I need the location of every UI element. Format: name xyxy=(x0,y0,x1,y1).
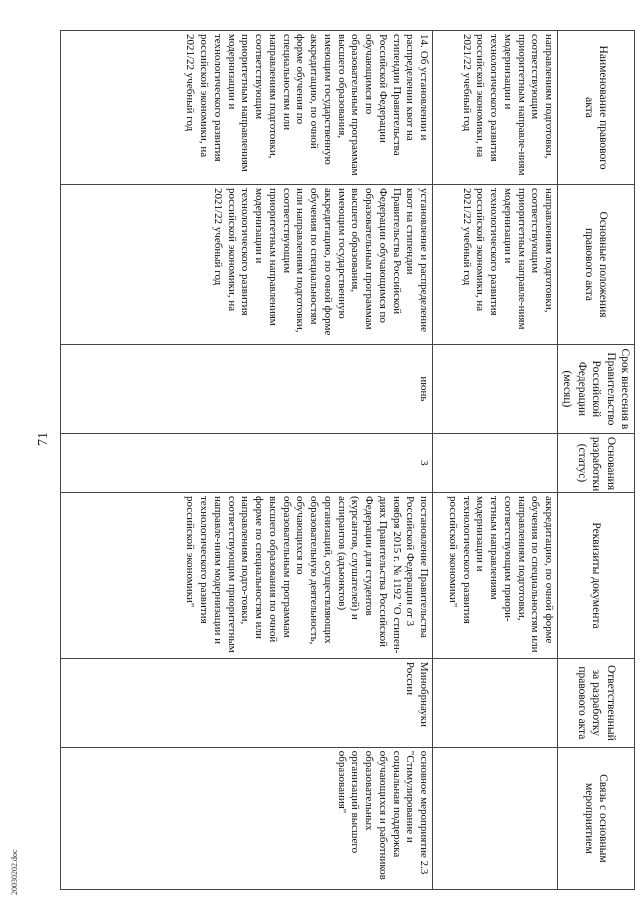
header-responsible: Ответственный за разработку правового акта xyxy=(558,658,635,747)
document-code: 20030202.doc xyxy=(10,849,19,895)
cell-deadline xyxy=(433,344,558,433)
cell-basis: 3 xyxy=(61,433,433,492)
cell-responsible: Минобрнауки России xyxy=(61,658,433,747)
cell-responsible xyxy=(433,658,558,747)
row-number: 14. xyxy=(418,34,431,48)
header-basis: Основания разработки (статус) xyxy=(558,433,635,492)
cell-link xyxy=(433,747,558,889)
cell-link: основное мероприятие 2.3 "Стимулирование и социальная поддержка обучающихся и работников образовательных организаций высшего образования" xyxy=(61,747,433,889)
header-deadline: Срок внесения в Правительство Российской Федерации (месяц) xyxy=(558,344,635,433)
header-requisites: Реквизиты документа xyxy=(558,493,635,659)
cell-requisites: аккредитацию, по очной форме обучения по специальностям или направлениям подготовки, соответствующим приори-тетным направлениям модернизации и технологического развития российской экономики" xyxy=(433,493,558,659)
header-link: Связь с основным мероприятием xyxy=(558,747,635,889)
table-row-14 xyxy=(61,31,433,890)
cell-provisions: установление и распределение квот на стипендии Правительства Российской Федерации обучающимся по образовательным программам высшего образования, имеющим государственную аккредитацию, по очной форме обучения по специальностям или направлениям подготовки, соответствующим приоритетным направлениям модернизации и технологического развития российской экономики, на 2021/22 учебный год xyxy=(61,185,433,345)
cell-deadline: июнь xyxy=(61,344,433,433)
header-provisions: Основные положения правового акта xyxy=(558,185,635,345)
cell-act-name xyxy=(61,31,433,185)
act-name-text: Об установлении и распределении квот на стипендии Правительства Российской Федерации обучающимся по образовательным программам высшего образования, имеющим государственную аккредитацию, по очной форме обучения по специальностям или направлениям подготовки, соответствующим приоритетным направлениям модернизации и технологического развития российской экономики, на 2021/22 учебный год xyxy=(184,34,431,176)
cell-provisions: направлениям подготовки, соответствующим приоритетным направле-ниям модернизации и технологического развития российской экономики, на 2021/22 учебный год xyxy=(433,185,558,345)
cell-requisites: постановление Правительства Российской Федерации от 3 ноября 2015 г. № 1192 "О стипен-диях Правительства Российской Федерации для студентов (курсантов, слушателей) и аспирантов (адъюнктов) организаций, осуществляющих образовательную деятельность, обучающихся по образовательным программам высшего образования по очной форме по специальностям или направлениям подго-товки, соответствующим приоритетным направле-ниям модернизации и технологического развития российской экономики" xyxy=(61,493,433,659)
table-header-row xyxy=(558,31,635,890)
table-row-continuation xyxy=(433,31,558,890)
cell-basis xyxy=(433,433,558,492)
cell-act-name: направлениям подготовки, соответствующим приоритетным направле-ниям модернизации и технологического развития российской экономики, на 2021/22 учебный год xyxy=(433,31,558,185)
header-act-name: Наименование правового акта xyxy=(558,31,635,185)
page-number: 71 xyxy=(36,432,51,446)
legal-acts-table xyxy=(60,30,635,890)
rotated-table-sheet xyxy=(60,30,635,890)
